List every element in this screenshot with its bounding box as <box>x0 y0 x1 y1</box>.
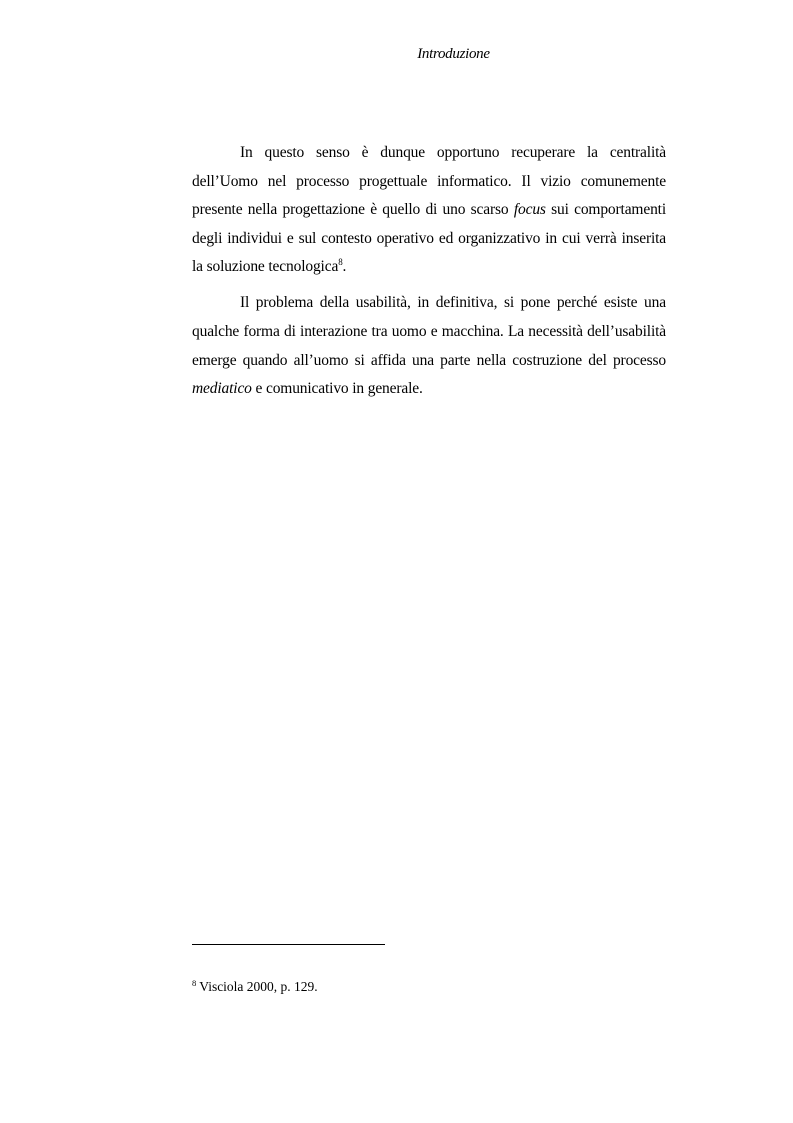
footnote-number: 8 <box>192 977 197 988</box>
body-text <box>192 139 666 404</box>
footnote <box>192 979 318 995</box>
header-title: Introduzione <box>417 46 490 62</box>
emphasis-focus: focus <box>513 201 546 219</box>
running-header <box>0 46 793 63</box>
paragraph-2 <box>192 289 666 403</box>
paragraph-1 <box>192 139 666 282</box>
emphasis-mediatico: mediatico <box>192 380 252 398</box>
footnote-reference[interactable]: 8 <box>338 257 343 268</box>
footnote-text: Visciola 2000, p. 129. <box>199 979 318 994</box>
footnote-divider <box>192 944 385 945</box>
paragraph-1-text-b: sui comportamenti degli individui e sul contesto operativo ed organizzativo in cui verrà inserita la soluzione tecnologica <box>192 201 666 276</box>
paragraph-1-text-a: In questo senso è dunque opportuno recuperare la centralità dell’Uomo nel processo progettuale informatico. Il vizio comunemente presente nella progettazione è quello di uno scarso <box>192 144 666 219</box>
paragraph-1-text-c: . <box>342 258 347 276</box>
paragraph-2-text-a: Il problema della usabilità, in definitiva, si pone perché esiste una qualche forma di interazione tra uomo e macchina. La necessità dell’usabilità emerge quando all’uomo si affida una parte nella costruzione del processo <box>192 294 666 369</box>
paragraph-2-text-b: e comunicativo in generale. <box>251 380 423 398</box>
